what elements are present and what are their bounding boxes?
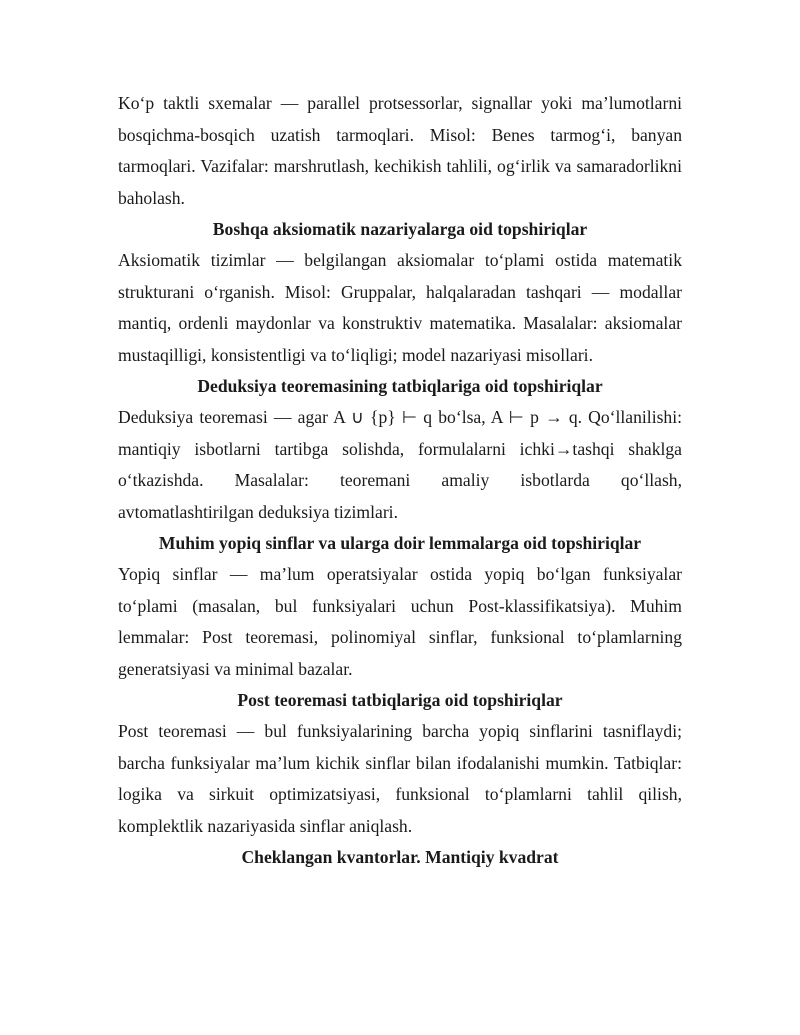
heading-post-theorem: Post teoremasi tatbiqlariga oid topshiriqlar	[237, 690, 563, 710]
paragraph-closed-classes: Yopiq sinflar — ma’lum operatsiyalar ostida yopiq bo‘lgan funksiyalar to‘plami (masalan, bul funksiyalari uchun Post-klassifikatsiya). Muhim lemmalar: Post teoremasi, polinomiyal sinflar, funksional to‘plamlarning generatsiyasi va minimal bazalar.	[118, 564, 682, 679]
heading-bounded-quantifiers: Cheklangan kvantorlar. Mantiqiy kvadrat	[241, 847, 559, 867]
heading-axiomatic-theories: Boshqa aksiomatik nazariyalarga oid topshiriqlar	[212, 219, 588, 239]
paragraph-multi-clock-schemes: Ko‘p taktli sxemalar — parallel protsessorlar, signallar yoki ma’lumotlarni bosqichma-bosqich uzatish tarmoqlari. Misol: Benes tarmog‘i, banyan tarmoqlari. Vazifalar: marshrutlash, kechikish tahlili, og‘irlik va samaradorlikni baholash.	[118, 93, 682, 208]
paragraph-axiomatic-systems: Aksiomatik tizimlar — belgilangan aksiomalar to‘plami ostida matematik strukturani o‘rganish. Misol: Gruppalar, halqalaradan tashqari — modallar mantiq, ordenli maydonlar va konstruktiv matematika. Masalalar: aksiomalar mustaqilligi, konsistentligi va to‘liqligi; model nazariyasi misollari.	[118, 250, 682, 365]
paragraph-deduction-theorem: Deduksiya teoremasi — agar A ∪ {p} ⊢ q bo‘lsa, A ⊢ p → q. Qo‘llanilishi: mantiqiy isbotlarni tartibga solishda, formulalarni ichki→tashqi shaklga o‘tkazishda. Masalalar: teoremani amaliy isbotlarda qo‘llash, avtomatlashtirilgan deduksiya tizimlari.	[118, 407, 682, 522]
heading-closed-classes: Muhim yopiq sinflar va ularga doir lemmalarga oid topshiriqlar	[158, 533, 642, 553]
heading-deduction-theorem: Deduksiya teoremasining tatbiqlariga oid topshiriqlar	[197, 376, 603, 396]
document-page	[118, 88, 682, 873]
paragraph-post-theorem: Post teoremasi — bul funksiyalarining barcha yopiq sinflarini tasniflaydi; barcha funksiyalar ma’lum kichik sinflar bilan ifodalanishi mumkin. Tatbiqlar: logika va sirkuit optimizatsiyasi, funksional to‘plamlarni tahlil qilish, komplektlik nazariyasida sinflar aniqlash.	[118, 721, 682, 836]
